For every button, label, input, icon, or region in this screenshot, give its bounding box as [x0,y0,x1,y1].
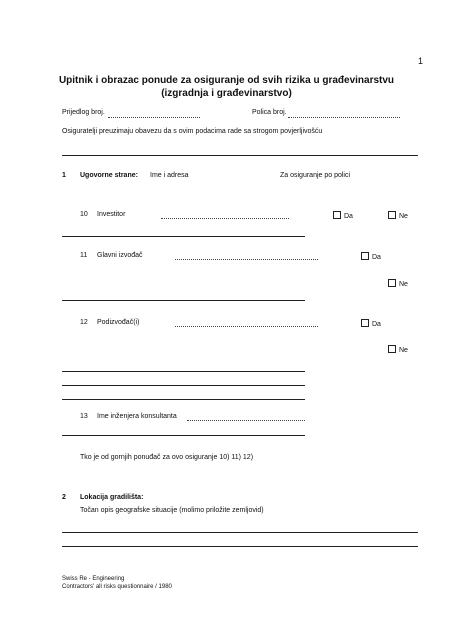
item-12-label: Podizvođač(i) [97,319,140,326]
item-13-label: Ime inženjera konsultanta [97,413,177,420]
item-13-field[interactable] [187,420,305,421]
item-10-ne-checkbox[interactable] [388,211,408,220]
checkbox-icon [361,319,369,327]
page-number: 1 [418,56,424,66]
da-label: Da [372,254,381,261]
document-title: Upitnik i obrazac ponude za osiguranje od svih rizika u građevinarstvu [58,75,395,86]
item-11-line[interactable] [62,300,305,301]
item-10-label: Investitor [97,211,126,218]
offeror-question: Tko je od gornjih ponuđač za ovo osiguranje 10) 11) 12) [80,454,254,461]
checkbox-icon [388,279,396,287]
document-subtitle: (izgradnja i građevinarstvo) [161,88,292,99]
item-12-field[interactable] [175,326,318,327]
footer-line-2: Contractors' all risks questionnaire / 1980 [62,584,172,590]
footer-line-1: Swiss Re - Engineering [62,576,125,582]
item-11-field[interactable] [175,259,318,260]
confidentiality-note: Osiguratelji preuzimaju obavezu da s ovim podacima rade sa strogom povjerljivošću [62,128,323,135]
item-11-number: 11 [80,252,88,259]
item-11-da-checkbox[interactable] [361,252,381,261]
ne-label: Ne [399,213,408,220]
item-11-ne-checkbox[interactable] [388,279,408,288]
ne-label: Ne [399,281,408,288]
da-label: Da [344,213,353,220]
item-12-number: 12 [80,319,88,326]
section1-number: 1 [62,172,66,179]
col-name-address: Ime i adresa [150,172,189,179]
item-13-number: 13 [80,413,88,420]
item-12-ne-checkbox[interactable] [388,345,408,354]
item-13-line[interactable] [62,435,305,436]
item-11-label: Glavni izvođač [97,252,143,259]
col-insured: Za osiguranje po polici [280,172,351,179]
da-label: Da [372,321,381,328]
item-10-field[interactable] [161,218,289,219]
item-12-line-1[interactable] [62,371,305,372]
polica-label: Polica broj. [252,109,287,116]
checkbox-icon [333,211,341,219]
section2-description: Točan opis geografske situacije (molimo priložite zemljovid) [80,507,264,514]
polica-field[interactable] [288,117,400,118]
section2-line-2[interactable] [62,546,418,547]
item-10-line[interactable] [62,236,305,237]
ne-label: Ne [399,347,408,354]
prijedlog-label: Prijedlog broj. [62,109,105,116]
checkbox-icon [388,345,396,353]
section1-label: Ugovorne strane: [80,172,138,179]
checkbox-icon [361,252,369,260]
checkbox-icon [388,211,396,219]
section2-line-1[interactable] [62,532,418,533]
section2-label: Lokacija gradilišta: [80,494,144,501]
section2-number: 2 [62,494,66,501]
prijedlog-field[interactable] [108,117,200,118]
item-10-number: 10 [80,211,88,218]
item-12-da-checkbox[interactable] [361,319,381,328]
item-12-line-2[interactable] [62,385,305,386]
divider [62,155,418,156]
item-10-da-checkbox[interactable] [333,211,353,220]
item-12-line-3[interactable] [62,399,305,400]
